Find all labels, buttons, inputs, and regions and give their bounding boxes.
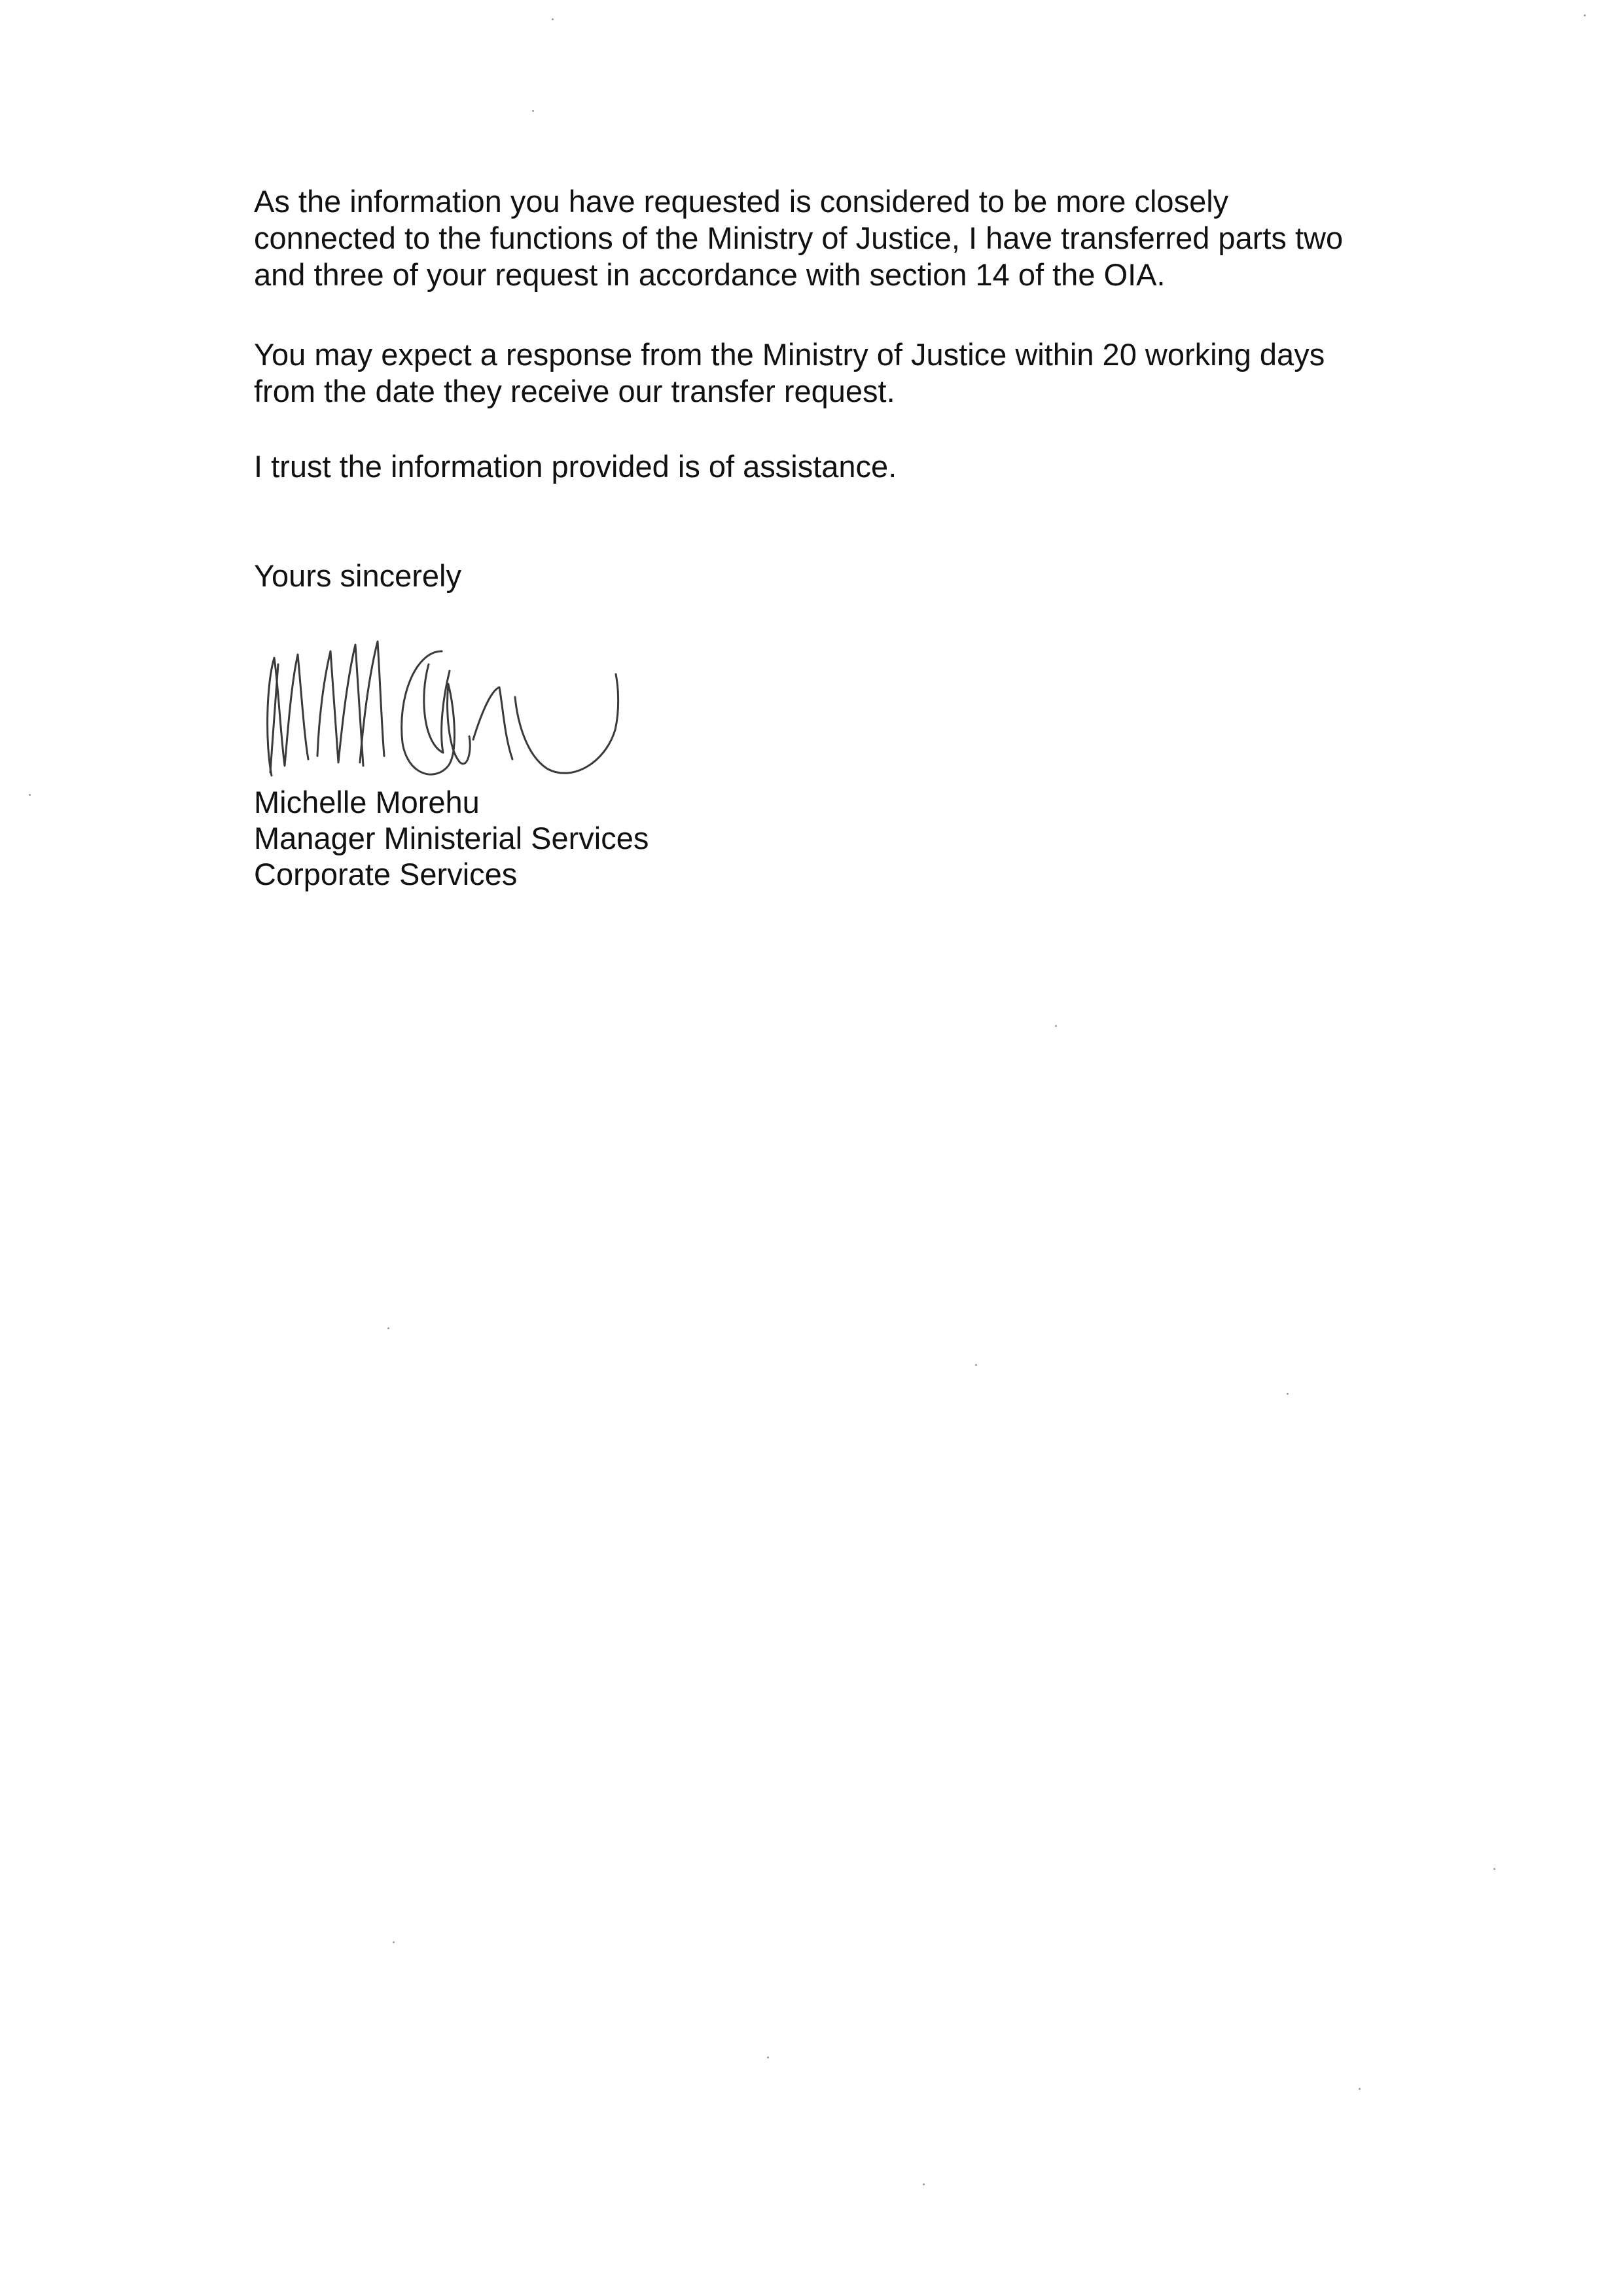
scan-speck xyxy=(1055,1025,1057,1027)
scan-speck xyxy=(387,1327,389,1329)
signatory-name: Michelle Morehu xyxy=(254,785,480,819)
scan-speck xyxy=(1493,1868,1495,1870)
signatory-title: Manager Ministerial Services xyxy=(254,821,649,855)
scan-speck xyxy=(552,18,554,20)
handwritten-signature xyxy=(252,625,671,808)
paragraph-response-timeframe: You may expect a response from the Ministry of Justice within 20 working days from the date they receive our transfer request. xyxy=(254,337,1325,408)
scan-speck xyxy=(1584,14,1586,16)
scan-speck xyxy=(923,2183,925,2185)
scan-speck xyxy=(1359,2088,1361,2090)
scan-speck xyxy=(1287,1393,1289,1395)
scan-speck xyxy=(767,2056,769,2058)
closing-salutation: Yours sincerely xyxy=(254,558,461,593)
scan-speck xyxy=(393,1941,395,1943)
scan-speck xyxy=(532,110,534,112)
signature-block xyxy=(254,784,649,892)
paragraph-trust: I trust the information provided is of assistance. xyxy=(254,449,897,484)
paragraph-transfer-notice: As the information you have requested is considered to be more closely connected to the functions of the Ministry of Justice, I have transferred parts two and three of your request in accordance with section 14 of the OIA. xyxy=(254,184,1344,292)
scan-speck xyxy=(29,794,31,796)
scan-speck xyxy=(975,1364,977,1366)
signatory-department: Corporate Services xyxy=(254,857,518,891)
